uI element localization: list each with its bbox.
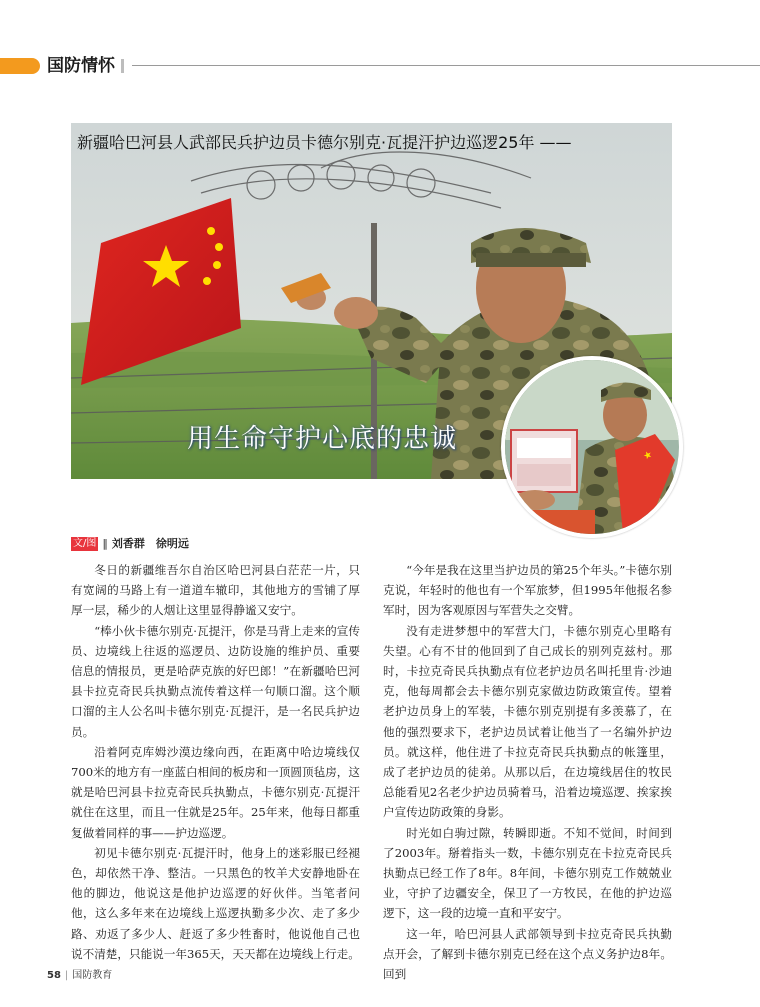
paragraph: 初见卡德尔别克·瓦提汗时，他身上的迷彩服已经褪色，却依然干净、整洁。一只黑色的牧羊犬安静地卧在他的脚边，他说这是他护边巡逻的好伙伴。当笔者问他，这么多年来在边境线上巡逻执勤多少次、走了多少路、劝返了多少人、赶返了多少牲畜时，他说他自己也说不清楚，只能说一年365天，天天都在边境线上行走。 xyxy=(71,845,360,961)
header-rule xyxy=(132,65,760,66)
paragraph: 没有走进梦想中的军营大门，卡德尔别克心里略有失望。心有不甘的他回到了自己成长的别列克兹村。那时，卡拉克奇民兵执勤点有位老护边员名叫托里肯·沙迪克，他每周都会去卡德尔别克家做边防政策宣传。望着老护边员身上的军装，卡德尔别克别提有多羡慕了，在他的强烈要求下，老护边员试着让他当了一名编外护边员。就这样，他住进了卡拉克奇民兵执勤点的帐篷里，成了老护边员的徒弟。从那以后，在边境线居住的牧民总能看见2名老少护边员骑着马，沿着边境巡逻、挨家挨户宣传边防政策的身影。 xyxy=(383,623,672,820)
inset-portrait-photo xyxy=(501,356,683,538)
header-divider-bar xyxy=(121,59,124,73)
footer-separator: | xyxy=(64,970,69,981)
paragraph: 时光如白驹过隙，转瞬即逝。不知不觉间，时间到了2003年。掰着指头一数，卡德尔别克在卡拉克奇民兵执勤点已经工作了8年。8年间，卡德尔别克工作兢兢业业，守护了边疆安全，保卫了一方牧民，在他的护边巡逻下，这一段的边境一直和平安宁。 xyxy=(383,825,672,921)
page-footer xyxy=(47,966,112,981)
paragraph: 这一年，哈巴河县人武部领导到卡拉克奇民兵执勤点开会，了解到卡德尔别克已经在这个点义务护边8年。回到 xyxy=(383,926,672,982)
byline-separator: ‖ xyxy=(102,537,108,550)
article-column-right xyxy=(383,560,672,984)
magazine-name: 国防教育 xyxy=(72,970,113,981)
byline-authors: 刘香群 徐明远 xyxy=(111,537,189,550)
byline-tag: 文/图 xyxy=(73,538,97,549)
paragraph: “今年是我在这里当护边员的第25个年头。”卡德尔别克说，年轻时的他也有一个军旅梦，但1995年他报名参军时，因为客观原因与军营失之交臂。 xyxy=(383,563,672,618)
page-number: 58 xyxy=(47,970,61,981)
paragraph: 冬日的新疆维吾尔自治区哈巴河县白茫茫一片，只有宽阔的马路上有一道道车辙印，其他地方的雪铺了厚厚一层，稀少的人烟让这里显得静谧又安宁。 xyxy=(71,563,360,618)
paragraph: 沿着阿克库姆沙漠边缘向西，在距离中哈边境线仅700米的地方有一座蓝白相间的板房和一顶圆顶毡房，这就是哈巴河县卡拉克奇民兵执勤点，卡德尔别克·瓦提汗就住在这里，而且一住就是25年。25年来，他每日都重复做着同样的事——护边巡逻。 xyxy=(71,744,360,840)
section-header xyxy=(0,55,760,77)
article-headline: 用生命守护心底的忠诚 xyxy=(187,424,458,454)
byline xyxy=(71,536,189,552)
paragraph: “棒小伙卡德尔别克·瓦提汗，你是马背上走来的宣传员、边境线上往返的巡逻员、边防设施的维护员、重要信息的情报员，更是哈萨克族的好巴郎！”在新疆哈巴河县卡拉克奇民兵执勤点流传着这样一句顺口溜。这个顺口溜的主人公名叫卡德尔别克·瓦提汗，是一名民兵护边员。 xyxy=(71,623,360,739)
section-title: 国防情怀 xyxy=(47,56,115,76)
section-accent-tab xyxy=(0,58,40,74)
photo-caption: 新疆哈巴河县人武部民兵护边员卡德尔别克·瓦提汗护边巡逻25年 —— xyxy=(77,133,572,152)
svg-text:★: ★ xyxy=(641,448,655,463)
inset-portrait-illustration xyxy=(505,360,679,534)
article-column-left xyxy=(71,560,360,964)
